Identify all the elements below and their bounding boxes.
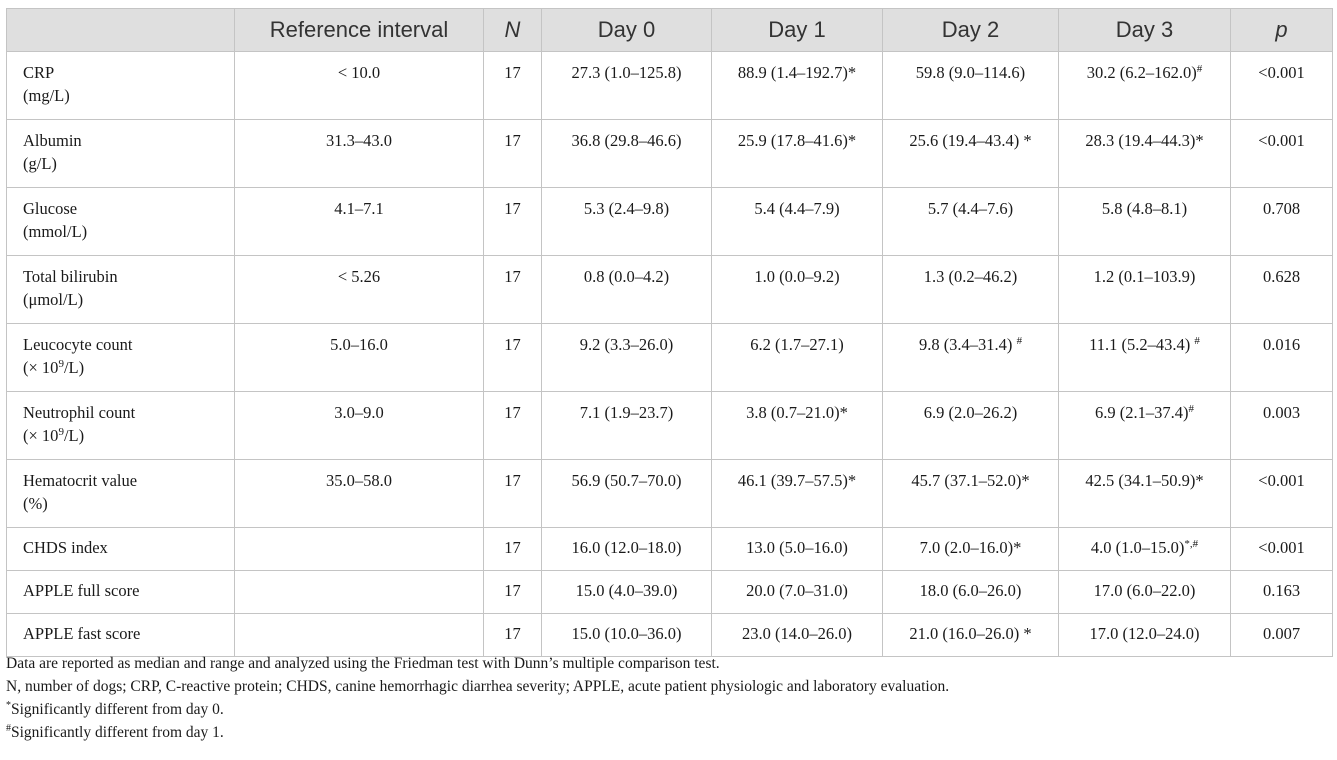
significance-mark: # [1016,335,1023,347]
header-reference-interval: Reference interval [235,9,484,52]
row-label [7,188,235,256]
header-day-3: Day 3 [1059,9,1231,52]
day-0-value: 15.0 (4.0–39.0) [575,581,678,600]
p-value-cell: <0.001 [1231,528,1333,571]
day-1-cell [712,460,883,528]
day-1-cell [712,528,883,571]
day-1-value: 20.0 (7.0–31.0) [746,581,848,600]
day-3-cell [1059,528,1231,571]
reference-interval-cell: 31.3–43.0 [235,120,484,188]
day-3-value: 17.0 (6.0–22.0) [1093,581,1196,600]
day-3-value: 17.0 (12.0–24.0) [1089,624,1200,643]
footnote-hash-mark: # [6,723,11,734]
n-cell: 17 [484,324,542,392]
results-table [6,8,1333,657]
day-2-cell [883,392,1059,460]
day-3-cell [1059,256,1231,324]
unit-suffix: /L) [63,358,85,377]
parameter-name: Neutrophil count [23,403,136,422]
n-cell: 17 [484,571,542,614]
day-3-cell [1059,392,1231,460]
p-value-cell: 0.163 [1231,571,1333,614]
p-value-cell: 0.708 [1231,188,1333,256]
footnote-hash-text: Significantly different from day 1. [11,724,224,741]
day-3-value: 4.0 (1.0–15.0) [1090,538,1185,557]
reference-interval-cell: < 5.26 [235,256,484,324]
n-cell: 17 [484,188,542,256]
day-3-cell [1059,120,1231,188]
table-row [7,571,1333,614]
day-0-cell [542,614,712,657]
parameter-unit: (mmol/L) [23,222,88,241]
day-3-cell [1059,460,1231,528]
day-1-cell [712,256,883,324]
footnote-asterisk-mark: * [6,700,11,711]
footnote-abbreviations [5,675,1331,698]
header-day-1: Day 1 [712,9,883,52]
row-label [7,324,235,392]
parameter-unit [23,424,228,447]
day-3-value: 6.9 (2.1–37.4) [1095,403,1189,422]
unit-exponent: 9 [58,358,64,370]
day-0-value: 56.9 (50.7–70.0) [571,471,682,490]
parameter-unit: (mg/L) [23,86,70,105]
day-1-cell [712,614,883,657]
day-1-value: 6.2 (1.7–27.1) [750,335,844,354]
p-value-cell: 0.628 [1231,256,1333,324]
row-label [7,571,235,614]
day-2-value: 45.7 (37.1–52.0)* [911,471,1030,490]
header-day-2: Day 2 [883,9,1059,52]
day-0-value: 36.8 (29.8–46.6) [571,131,682,150]
unit-exponent: 9 [58,426,64,438]
day-2-cell [883,571,1059,614]
day-2-cell [883,528,1059,571]
day-1-value: 25.9 (17.8–41.6)* [737,131,857,150]
unit-suffix: /L) [63,426,85,445]
day-0-value: 27.3 (1.0–125.8) [571,63,682,82]
table-row [7,324,1333,392]
day-2-cell [883,324,1059,392]
day-2-cell [883,52,1059,120]
day-0-cell [542,460,712,528]
n-cell: 17 [484,460,542,528]
day-1-value: 1.0 (0.0–9.2) [754,267,840,286]
footnote-method-text: Data are reported as median and range and analyzed using the Friedman test with Dunn’s multiple comparison test. [6,655,720,672]
footnote-asterisk [5,698,1331,721]
day-3-cell [1059,571,1231,614]
table-row [7,460,1333,528]
parameter-name: Glucose [23,199,78,218]
day-3-cell [1059,52,1231,120]
significance-mark: # [1188,403,1194,415]
day-0-value: 7.1 (1.9–23.7) [579,403,674,422]
day-1-value: 3.8 (0.7–21.0)* [746,403,848,422]
day-0-cell [542,392,712,460]
day-3-value: 42.5 (34.1–50.9)* [1085,471,1204,490]
table-row [7,392,1333,460]
parameter-unit: (%) [23,494,48,513]
row-label [7,460,235,528]
day-2-cell [883,460,1059,528]
day-1-value: 88.9 (1.4–192.7)* [737,63,857,82]
day-0-cell [542,188,712,256]
p-value-cell: 0.007 [1231,614,1333,657]
header-parameter [7,9,235,52]
day-2-value: 5.7 (4.4–7.6) [927,199,1014,218]
n-cell: 17 [484,392,542,460]
n-cell: 17 [484,52,542,120]
day-1-cell [712,324,883,392]
table-row [7,52,1333,120]
reference-interval-cell: < 10.0 [235,52,484,120]
day-3-cell [1059,324,1231,392]
unit-prefix: (× 10 [23,426,59,445]
day-1-cell [712,571,883,614]
significance-mark: # [1196,63,1203,75]
row-label [7,52,235,120]
header-p: p [1231,9,1333,52]
parameter-unit: (μmol/L) [23,290,84,309]
day-3-cell [1059,188,1231,256]
parameter-name: Total bilirubin [23,267,118,286]
row-label [7,120,235,188]
parameter-name: Leucocyte count [23,335,133,354]
day-2-cell [883,188,1059,256]
footnote-hash [5,721,1331,744]
footnote-method [5,652,1331,675]
day-3-cell [1059,614,1231,657]
day-0-cell [542,256,712,324]
n-cell: 17 [484,256,542,324]
table-row [7,528,1333,571]
p-value-cell: 0.003 [1231,392,1333,460]
day-2-cell [883,120,1059,188]
n-cell: 17 [484,120,542,188]
reference-interval-cell [235,528,484,571]
day-2-value: 1.3 (0.2–46.2) [923,267,1018,286]
day-2-value: 18.0 (6.0–26.0) [919,581,1022,600]
parameter-name: Albumin [23,131,82,150]
table-row [7,120,1333,188]
significance-mark: # [1194,335,1200,347]
day-2-cell [883,256,1059,324]
day-3-value: 5.8 (4.8–8.1) [1101,199,1188,218]
day-0-value: 9.2 (3.3–26.0) [579,335,674,354]
table-row [7,256,1333,324]
day-2-value: 7.0 (2.0–16.0)* [919,538,1022,557]
parameter-unit [23,356,228,379]
footnote-abbreviations-text: N, number of dogs; CRP, C-reactive protein; CHDS, canine hemorrhagic diarrhea severity; APPLE, acute patient physiologic and laboratory evaluation. [6,678,950,695]
day-2-value: 9.8 (3.4–31.4) [918,335,1017,354]
day-2-value: 21.0 (16.0–26.0) * [909,624,1032,643]
row-label [7,614,235,657]
day-1-value: 13.0 (5.0–16.0) [746,538,848,557]
footnote-asterisk-text: Significantly different from day 0. [11,701,224,718]
reference-interval-cell [235,571,484,614]
day-0-cell [542,571,712,614]
parameter-name: APPLE full score [23,581,140,600]
day-0-value: 15.0 (10.0–36.0) [571,624,682,643]
p-value-cell: <0.001 [1231,120,1333,188]
day-0-cell [542,324,712,392]
row-label [7,392,235,460]
day-3-value: 11.1 (5.2–43.4) [1089,335,1195,354]
n-cell: 17 [484,614,542,657]
parameter-unit: (g/L) [23,154,57,173]
row-label [7,528,235,571]
table-row [7,188,1333,256]
day-0-cell [542,52,712,120]
day-1-value: 23.0 (14.0–26.0) [742,624,852,643]
parameter-name: CRP [23,63,55,82]
day-2-value: 6.9 (2.0–26.2) [923,403,1018,422]
day-3-value: 28.3 (19.4–44.3)* [1085,131,1204,150]
unit-prefix: (× 10 [23,358,59,377]
p-value-cell: 0.016 [1231,324,1333,392]
day-1-cell [712,52,883,120]
table-footnotes [5,652,1331,744]
day-0-value: 16.0 (12.0–18.0) [571,538,682,557]
reference-interval-cell: 3.0–9.0 [235,392,484,460]
day-2-value: 59.8 (9.0–114.6) [915,63,1026,82]
day-0-cell [542,528,712,571]
parameter-name: CHDS index [23,538,108,557]
p-value-cell: <0.001 [1231,460,1333,528]
day-1-value: 46.1 (39.7–57.5)* [737,471,857,490]
header-n: N [484,9,542,52]
header-day-0: Day 0 [542,9,712,52]
reference-interval-cell: 5.0–16.0 [235,324,484,392]
day-2-value: 25.6 (19.4–43.4) * [909,131,1032,150]
day-1-cell [712,188,883,256]
reference-interval-cell [235,614,484,657]
day-3-value: 30.2 (6.2–162.0) [1086,63,1197,82]
reference-interval-cell: 35.0–58.0 [235,460,484,528]
day-1-value: 5.4 (4.4–7.9) [754,199,840,218]
day-0-cell [542,120,712,188]
reference-interval-cell: 4.1–7.1 [235,188,484,256]
day-1-cell [712,120,883,188]
table-row [7,614,1333,657]
day-1-cell [712,392,883,460]
day-3-value: 1.2 (0.1–103.9) [1093,267,1196,286]
p-value-cell: <0.001 [1231,52,1333,120]
day-0-value: 0.8 (0.0–4.2) [583,267,670,286]
significance-mark: *,# [1184,538,1199,550]
parameter-name: Hematocrit value [23,471,138,490]
parameter-name: APPLE fast score [23,624,141,643]
row-label [7,256,235,324]
n-cell: 17 [484,528,542,571]
header-row [7,9,1333,52]
day-0-value: 5.3 (2.4–9.8) [583,199,670,218]
day-2-cell [883,614,1059,657]
